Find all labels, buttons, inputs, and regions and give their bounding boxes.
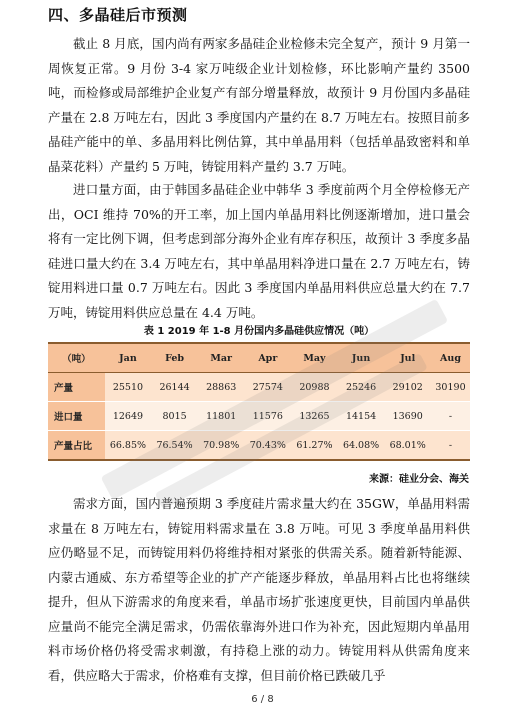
table-cell: 11576 — [245, 402, 292, 431]
paragraph-demand: 需求方面，国内普遍预期 3 季度硅片需求量大约在 35GW，单晶用料需求量在 8 万吨左右，铸锭用料需求量在 3.8 万吨。可见 3 季度单晶用料供应仍略显不足，而铸锭用料仍将维持相对紧张的供需关系。随着新特能源、内蒙古通威、东方希望等企业的扩产产能逐步释放，单晶用料占比也将继续提升，但从下游需求的角度来看，单晶市场扩张速度更快，目前国内单晶供应量尚不能完全满足需求，仍需依靠海外进口作为补充，因此短期内单晶用料市场价格仍将受需求刺激，有持稳上涨的动力。铸锭用料从供需角度来看，供应略大于需求，价格难有支撑，但目前价格已跌破几乎 — [48, 496, 470, 683]
table-cell: 11801 — [198, 402, 245, 431]
header-cell: Mar — [198, 343, 245, 373]
paragraph-imports: 进口量方面，由于韩国多晶硅企业中韩华 3 季度前两个月全停检修无产出，OCI 维持 70%的开工率，加上国内单晶用料比例逐渐增加，进口量会将有一定比例下调，但考虑到部分海外企业有库存积压，故预计 3 季度多晶硅进口量大约在 3.4 万吨左右，其中单晶用料净进口量在 2.7 万吨左右，铸锭用料进口量 0.7 万吨左右。因此 3 季度国内单晶用料供应总量大约在 7.7 万吨，铸锭用料供应总量在 4.4 万吨。 — [48, 182, 470, 320]
header-cell: Feb — [151, 343, 198, 373]
table-cell: 64.08% — [338, 431, 385, 461]
table-cell: 25246 — [338, 373, 385, 402]
table-cell: 61.27% — [291, 431, 338, 461]
table-cell: 76.54% — [151, 431, 198, 461]
table-cell: 13265 — [291, 402, 338, 431]
table-cell: - — [431, 402, 470, 431]
table-cell: 68.01% — [384, 431, 431, 461]
table-cell: 26144 — [151, 373, 198, 402]
table-cell: 25510 — [105, 373, 152, 402]
table-row — [48, 402, 470, 431]
row-label: 进口量 — [48, 402, 105, 431]
table-cell: 8015 — [151, 402, 198, 431]
table-header-row — [48, 343, 470, 373]
header-cell: Jan — [105, 343, 152, 373]
table-cell: 27574 — [245, 373, 292, 402]
table-caption: 表 1 2019 年 1-8 月份国内多晶硅供应情况（吨） — [143, 326, 375, 337]
header-cell: Jun — [338, 343, 385, 373]
table-source: 来源：硅业分会、海关 — [369, 474, 469, 485]
supply-table — [48, 342, 470, 461]
table-cell: 14154 — [338, 402, 385, 431]
table-cell: 30190 — [431, 373, 470, 402]
table-cell: - — [431, 431, 470, 461]
page-number: 6 / 8 — [251, 694, 274, 705]
section-title: 四、多晶硅后市预测 — [48, 6, 188, 24]
table-row — [48, 373, 470, 402]
header-cell: （吨） — [48, 343, 105, 373]
table-cell: 12649 — [105, 402, 152, 431]
table-row — [48, 431, 470, 461]
table-cell: 20988 — [291, 373, 338, 402]
row-label: 产量占比 — [48, 431, 105, 461]
table-cell: 70.43% — [245, 431, 292, 461]
table-cell: 13690 — [384, 402, 431, 431]
table-cell: 66.85% — [105, 431, 152, 461]
row-label: 产量 — [48, 373, 105, 402]
table-cell: 29102 — [384, 373, 431, 402]
table-cell: 28863 — [198, 373, 245, 402]
header-cell: Aug — [431, 343, 470, 373]
paragraph-supply-forecast: 截止 8 月底，国内尚有两家多晶硅企业检修未完全复产，预计 9 月第一周恢复正常。9 月份 3-4 家万吨级企业计划检修，环比影响产量约 3500 吨，而检修或局部维护企业复产有部分增量释放，故预计 9 月份国内多晶硅产量在 2.8 万吨左右，因此 3 季度国内产量约在 8.7 万吨左右。按照目前多晶硅产能中的单、多晶用料比例估算，其中单晶用料（包括单晶致密料和单晶菜花料）产量约 5 万吨，铸锭用料产量约 3.7 万吨。 — [48, 36, 470, 174]
header-cell: Jul — [384, 343, 431, 373]
header-cell: Apr — [245, 343, 292, 373]
header-cell: May — [291, 343, 338, 373]
table-cell: 70.98% — [198, 431, 245, 461]
